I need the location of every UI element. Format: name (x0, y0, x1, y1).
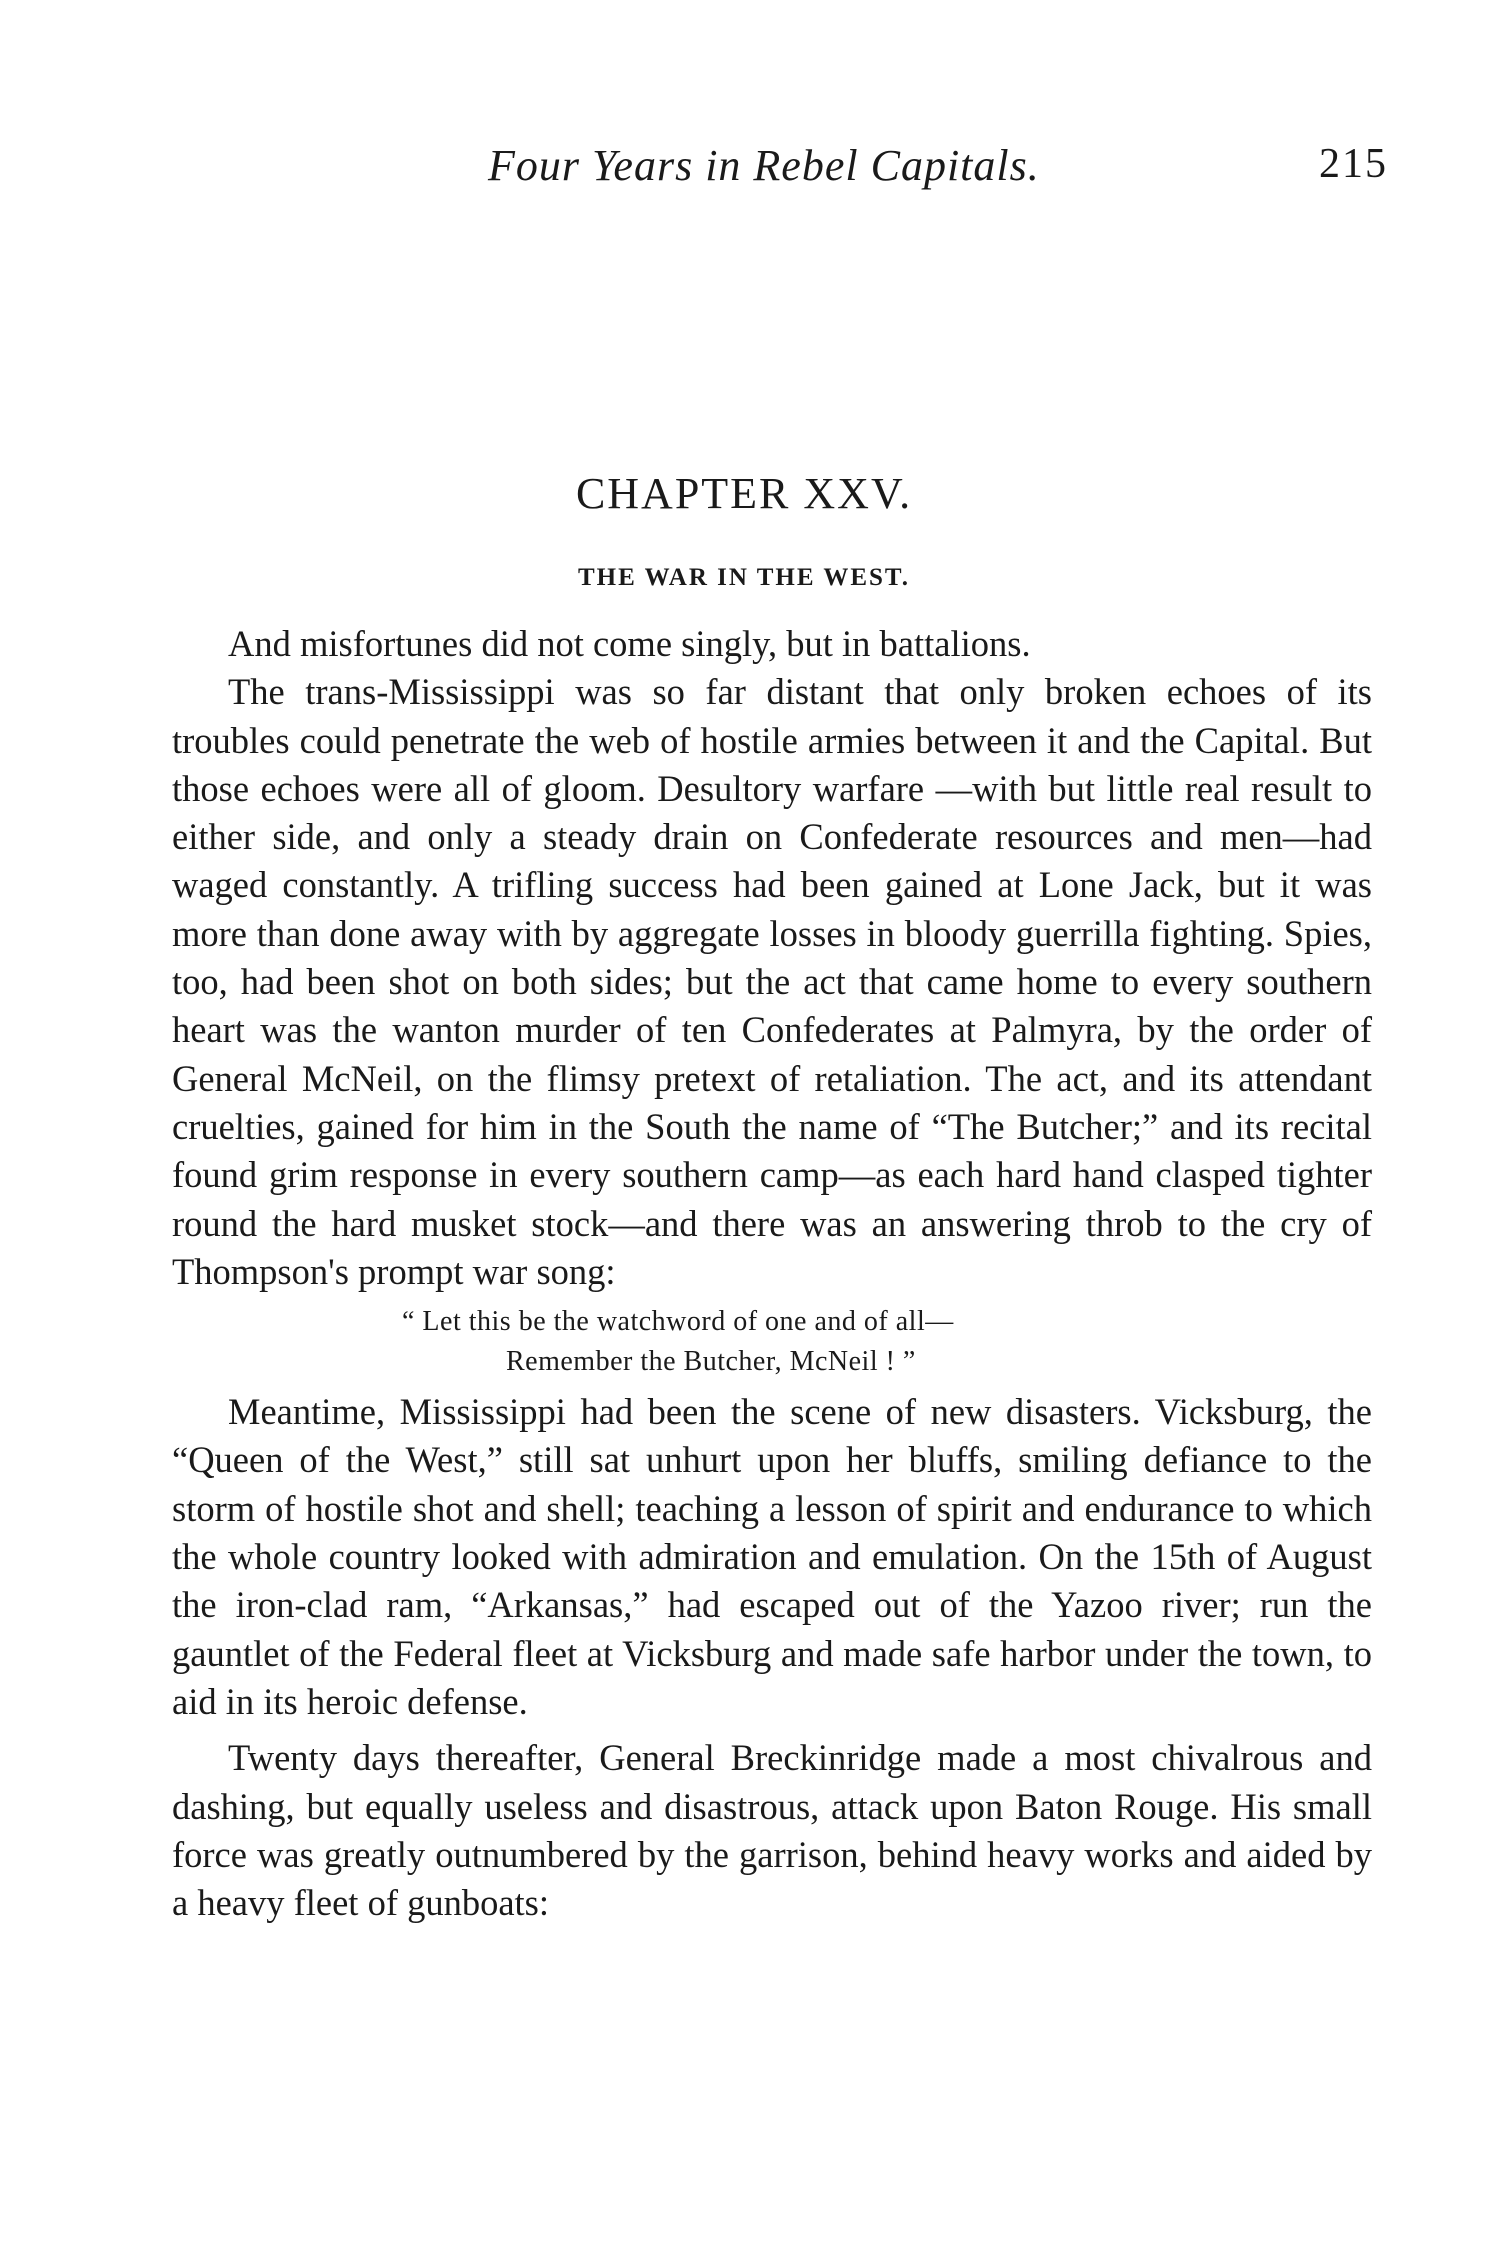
running-head (170, 140, 1388, 200)
body-text (172, 620, 1372, 1927)
chapter-title: CHAPTER XXV. (575, 469, 913, 518)
paragraph: Meantime, Mississippi had been the scene of new disasters. Vicksburg, the “Queen of the West,” still sat unhurt upon her bluffs, smiling defiance to the storm of hostile shot and shell; teaching a lesson of spirit and endurance to which the whole country looked with admiration and emulation. On the 15th of August the iron-clad ram, “Arkansas,” had escaped out of the Yazoo river; run the gauntlet of the Federal fleet at Vicksburg and made safe harbor under the town, to aid in its heroic defense. (172, 1391, 1372, 1722)
paragraph: And misfortunes did not come singly, but in battalions. (228, 623, 1031, 664)
page-number: 215 (1319, 141, 1388, 187)
paragraph: Twenty days thereafter, General Breckinridge made a most chivalrous and dashing, but equally useless and disastrous, attack upon Baton Rouge. His small force was greatly outnumbered by the garrison, behind heavy works and aided by a heavy fleet of gunboats: (172, 1737, 1372, 1924)
verse-line: Remember the Butcher, McNeil ! ” (506, 1346, 916, 1378)
chapter-subtitle: THE WAR IN THE WEST. (577, 564, 910, 591)
verse-line: “ Let this be the watchword of one and of all— (402, 1306, 954, 1338)
verse-quotation (172, 1302, 1372, 1382)
running-title: Four Years in Rebel Capitals. (488, 141, 1040, 190)
paragraph: The trans-Mississippi was so far distant that only broken echoes of its troubles could penetrate the web of hostile armies between it and the Capital. But those echoes were all of gloom. Desultory warfare —with but little real result to either side, and only a steady drain on Confederate resources and men—had waged constantly. A trifling success had been gained at Lone Jack, but it was more than done away with by aggregate losses in bloody guerrilla fighting. Spies, too, had been shot on both sides; but the act that came home to every southern heart was the wanton murder of ten Confederates at Palmyra, by the order of General McNeil, on the flimsy pretext of retaliation. The act, and its attendant cruelties, gained for him in the South the name of “The Butcher;” and its recital found grim response in every southern camp—as each hard hand clasped tighter round the hard musket stock—and there was an answering throb to the cry of Thompson's prompt war song: (172, 671, 1372, 1292)
